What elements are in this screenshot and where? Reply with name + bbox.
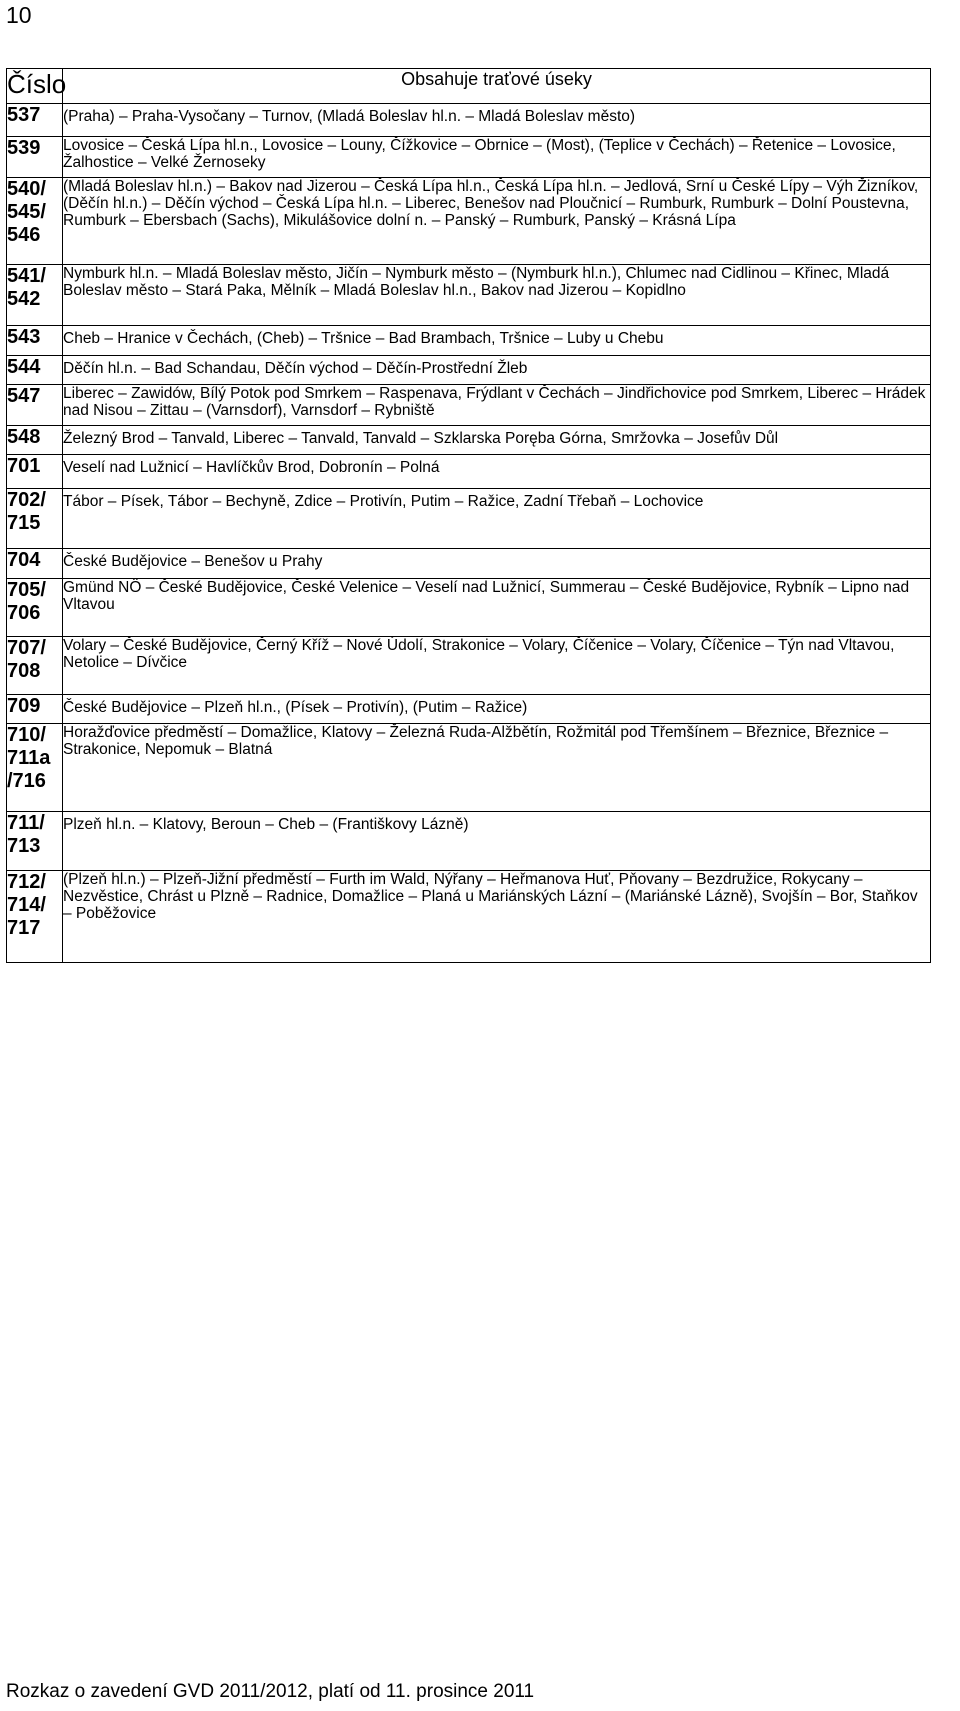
table-row: [7, 137, 931, 178]
route-description: Železný Brod – Tanvald, Liberec – Tanvald, Tanvald – Szklarska Poręba Górna, Smržovka – Josefův Důl: [63, 426, 931, 455]
route-description: České Budějovice – Plzeň hl.n., (Písek – Protivín), (Putim – Ražice): [63, 695, 931, 724]
route-number: 711/ 713: [7, 812, 63, 871]
table-row: [7, 637, 931, 695]
route-description: (Praha) – Praha-Vysočany – Turnov, (Mladá Boleslav hl.n. – Mladá Boleslav město): [63, 104, 931, 137]
page-footer: Rozkaz o zavedení GVD 2011/2012, platí od 11. prosince 2011: [6, 1681, 535, 1702]
route-number: 707/ 708: [7, 637, 63, 695]
route-description: Tábor – Písek, Tábor – Bechyně, Zdice – Protivín, Putim – Ražice, Zadní Třebaň – Lochovice: [63, 489, 931, 549]
route-number: 543: [7, 326, 63, 356]
table-row: [7, 326, 931, 356]
table-row: [7, 812, 931, 871]
route-number: 539: [7, 137, 63, 178]
table-row: [7, 104, 931, 137]
route-number: 544: [7, 356, 63, 385]
table-row: [7, 455, 931, 489]
header-description: Obsahuje traťové úseky: [63, 69, 931, 104]
route-number: 710/ 711a /716: [7, 724, 63, 812]
table-row: [7, 489, 931, 549]
table-row: [7, 695, 931, 724]
table-row: [7, 549, 931, 579]
table-row: [7, 265, 931, 326]
routes-table: [6, 68, 931, 963]
route-description: Nymburk hl.n. – Mladá Boleslav město, Jičín – Nymburk město – (Nymburk hl.n.), Chlumec nad Cidlinou – Křinec, Mladá Boleslav město – Stará Paka, Mělník – Mladá Boleslav hl.n., Bakov nad Jizerou – Kopidlno: [63, 265, 931, 326]
table-row: [7, 871, 931, 963]
route-number: 705/ 706: [7, 579, 63, 637]
route-description: Horažďovice předměstí – Domažlice, Klatovy – Železná Ruda-Alžbětín, Rožmitál pod Třemšínem – Březnice, Březnice – Strakonice, Nepomuk – Blatná: [63, 724, 931, 812]
table-row: [7, 426, 931, 455]
route-description: Plzeň hl.n. – Klatovy, Beroun – Cheb – (Františkovy Lázně): [63, 812, 931, 871]
route-number: 701: [7, 455, 63, 489]
table-row: [7, 178, 931, 265]
table-row: [7, 724, 931, 812]
route-description: Cheb – Hranice v Čechách, (Cheb) – Tršnice – Bad Brambach, Tršnice – Luby u Chebu: [63, 326, 931, 356]
route-description: České Budějovice – Benešov u Prahy: [63, 549, 931, 579]
route-number: 709: [7, 695, 63, 724]
route-description: Veselí nad Lužnicí – Havlíčkův Brod, Dobronín – Polná: [63, 455, 931, 489]
table-row: [7, 356, 931, 385]
header-number: Číslo: [7, 69, 63, 104]
route-number: 548: [7, 426, 63, 455]
route-description: (Mladá Boleslav hl.n.) – Bakov nad Jizerou – Česká Lípa hl.n., Česká Lípa hl.n. – Jedlová, Srní u České Lípy – Výh Žizníkov, (Děčín hl.n.) – Děčín východ – Česká Lípa hl.n. – Liberec, Benešov nad Ploučnicí – Rumburk, Rumburk – Dolní Poustevna, Rumburk – Ebersbach (Sachs), Mikulášovice dolní n. – Panský – Rumburk, Panský – Krásná Lípa: [63, 178, 931, 265]
route-number: 541/ 542: [7, 265, 63, 326]
route-number: 712/ 714/ 717: [7, 871, 63, 963]
route-number: 540/ 545/ 546: [7, 178, 63, 265]
route-number: 547: [7, 385, 63, 426]
route-description: (Plzeň hl.n.) – Plzeň-Jižní předměstí – Furth im Wald, Nýřany – Heřmanova Huť, Pňovany – Bezdružice, Rokycany – Nezvěstice, Chrást u Plzně – Radnice, Domažlice – Planá u Mariánských Lázní – (Mariánské Lázně), Svojšín – Bor, Staňkov – Poběžovice: [63, 871, 931, 963]
route-description: Gmünd NÖ – České Budějovice, České Velenice – Veselí nad Lužnicí, Summerau – České Budějovice, Rybník – Lipno nad Vltavou: [63, 579, 931, 637]
route-number: 704: [7, 549, 63, 579]
table-row: [7, 385, 931, 426]
route-description: Liberec – Zawidów, Bílý Potok pod Smrkem – Raspenava, Frýdlant v Čechách – Jindřichovice pod Smrkem, Liberec – Hrádek nad Nisou – Zittau – (Varnsdorf), Varnsdorf – Rybniště: [63, 385, 931, 426]
route-number: 702/ 715: [7, 489, 63, 549]
route-description: Lovosice – Česká Lípa hl.n., Lovosice – Louny, Čížkovice – Obrnice – (Most), (Teplice v Čechách) – Řetenice – Lovosice, Žalhostice – Velké Žernoseky: [63, 137, 931, 178]
route-description: Volary – České Budějovice, Černý Kříž – Nové Údolí, Strakonice – Volary, Číčenice – Volary, Číčenice – Týn nad Vltavou, Netolice – Dívčice: [63, 637, 931, 695]
page-number: 10: [6, 2, 32, 28]
route-description: Děčín hl.n. – Bad Schandau, Děčín východ – Děčín-Prostřední Žleb: [63, 356, 931, 385]
table-header-row: [7, 69, 931, 104]
route-number: 537: [7, 104, 63, 137]
table-row: [7, 579, 931, 637]
